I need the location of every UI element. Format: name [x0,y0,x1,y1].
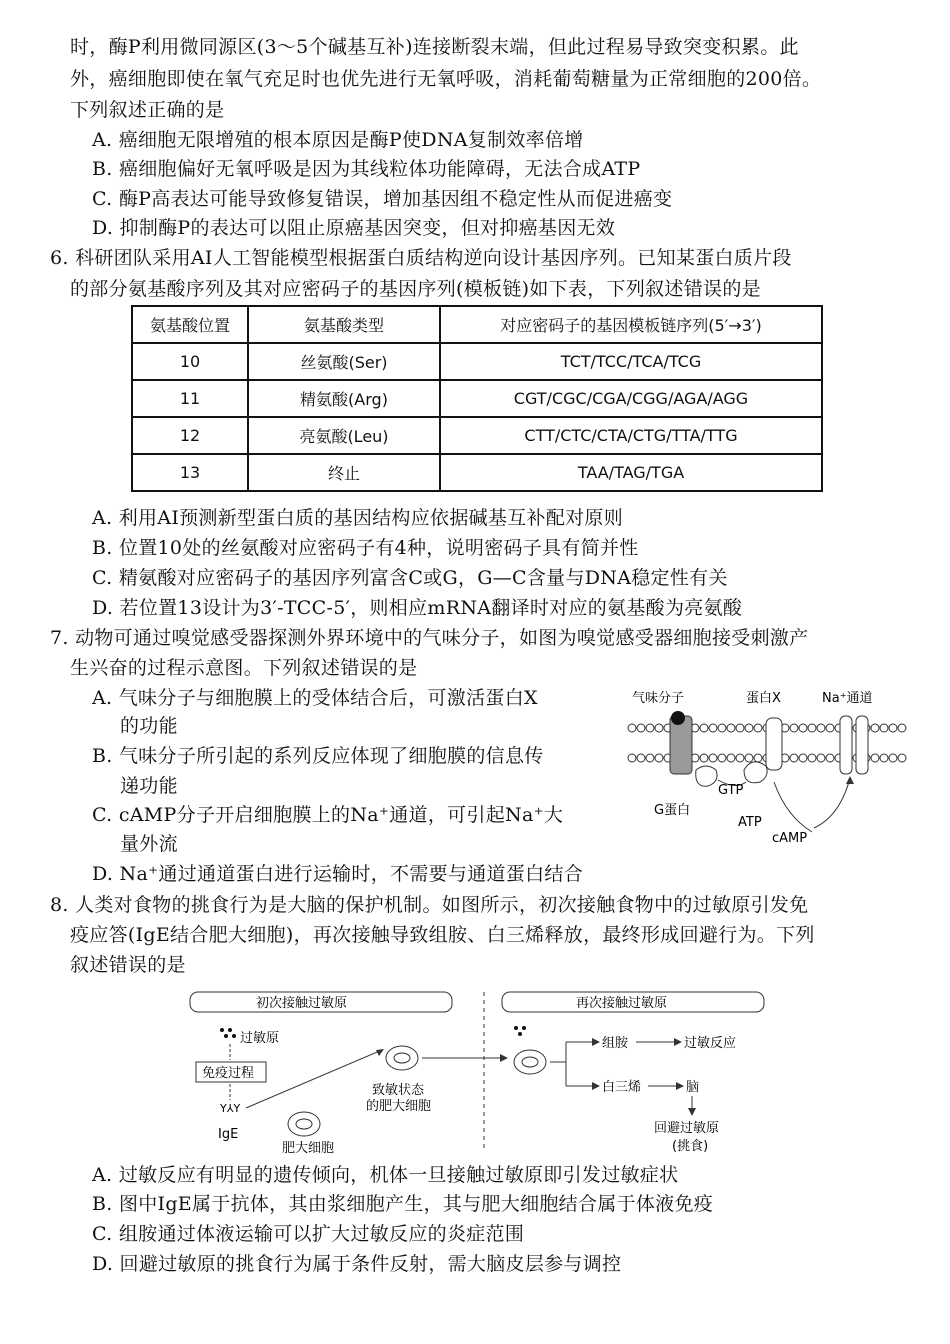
table-cell: CGT/CGC/CGA/CGG/AGA/AGG [440,380,822,417]
phospholipid-head-icon [880,754,888,762]
ige-label: IgE [218,1127,239,1142]
first-contact-label: 初次接触过敏原 [256,996,348,1011]
second-contact-label: 再次接触过敏原 [576,996,668,1011]
phospholipid-head-icon [754,754,762,762]
protein-x-label: 蛋白X [746,691,781,706]
q7-option-a-line2: 的功能 [120,715,178,737]
table-cell: 11 [132,380,248,417]
phospholipid-head-icon [727,754,735,762]
phospholipid-head-icon [817,754,825,762]
table-cell: TCT/TCC/TCA/TCG [440,343,822,380]
table-row [132,343,822,380]
arrowhead-icon [846,776,854,784]
intro-line-1: 时，酶P利用微同源区(3～5个碱基互补)连接断裂末端，但此过程易导致突变积累。此 [70,36,799,58]
allergen-label: 过敏原 [240,1031,280,1046]
protein-x-icon [766,718,782,770]
phospholipid-head-icon [709,724,717,732]
phospholipid-head-icon [745,724,753,732]
atp-label: ATP [738,815,762,830]
q6-option-c: C. 精氨酸对应密码子的基因序列富含C或G，G—C含量与DNA稳定性有关 [92,567,728,589]
phospholipid-head-icon [700,724,708,732]
receptor-icon [670,716,692,774]
g-protein-label: G蛋白 [654,803,691,818]
table-header-row [132,306,822,343]
q6-stem-1: 6. 科研团队采用AI人工智能模型根据蛋白质结构逆向设计基因序列。已知某蛋白质片段 [50,247,792,269]
q7-option-d: D. Na⁺通过通道蛋白进行运输时，不需要与通道蛋白结合 [92,863,584,885]
phospholipid-head-icon [655,724,663,732]
phospholipid-head-icon [727,724,735,732]
gtp-label: GTP [718,783,744,798]
phospholipid-head-icon [808,754,816,762]
table-cell: 10 [132,343,248,380]
leukotriene-label: 白三烯 [602,1080,642,1095]
phospholipid-head-icon [637,724,645,732]
sensitized-label-2: 的肥大细胞 [366,1099,432,1114]
allergy-figure [186,988,776,1158]
phospholipid-head-icon [655,754,663,762]
g-protein-icon [696,766,717,786]
q7-option-a-line1: A. 气味分子与细胞膜上的受体结合后，可激活蛋白X [92,687,538,709]
phospholipid-head-icon [817,724,825,732]
phospholipid-head-icon [736,754,744,762]
q8-stem-1: 8. 人类对食物的挑食行为是大脑的保护机制。如图所示，初次接触食物中的过敏原引发免 [50,894,809,916]
phospholipid-head-icon [628,724,636,732]
arrowhead-icon [500,1054,508,1062]
intro-line-3: 下列叙述正确的是 [70,99,225,121]
phospholipid-head-icon [799,754,807,762]
q6-option-a: A. 利用AI预测新型蛋白质的基因结构应依据碱基互补配对原则 [92,507,624,529]
na-channel-left-icon [840,716,852,774]
olfactory-receptor-figure [626,686,910,846]
phospholipid-head-icon [646,724,654,732]
allergen-dots-icon [220,1028,236,1038]
phospholipid-head-icon [889,754,897,762]
q5-option-d: D. 抑制酶P的表达可以阻止原癌基因突变，但对抑癌基因无效 [92,217,616,239]
phospholipid-head-icon [790,724,798,732]
brain-label: 脑 [686,1080,700,1095]
mast-cell-label: 肥大细胞 [282,1141,335,1156]
q8-option-c: C. 组胺通过体液运输可以扩大过敏反应的炎症范围 [92,1223,525,1245]
table-cell: 亮氨酸(Leu) [248,417,440,454]
intro-line-2: 外，癌细胞即使在氧气充足时也优先进行无氧呼吸，消耗葡萄糖量为正常细胞的200倍。 [70,68,822,90]
q7-option-b-line1: B. 气味分子所引起的系列反应体现了细胞膜的信息传 [92,745,544,767]
q7-stem-1: 7. 动物可通过嗅觉感受器探测外界环境中的气味分子，如图为嗅觉感受器细胞接受刺激产 [50,627,809,649]
table-cell: 精氨酸(Arg) [248,380,440,417]
q8-stem-2: 疫应答(IgE结合肥大细胞)，再次接触导致组胺、白三烯释放，最终形成回避行为。下列 [70,924,815,946]
phospholipid-head-icon [799,724,807,732]
q8-stem-3: 叙述错误的是 [70,954,186,976]
phospholipid-head-icon [871,754,879,762]
phospholipid-head-icon [808,724,816,732]
sensitized-label-1: 致敏状态 [372,1083,425,1098]
phospholipid-head-icon [889,724,897,732]
phospholipid-head-icon [880,724,888,732]
q8-option-b: B. 图中IgE属于抗体，其由浆细胞产生，其与肥大细胞结合属于体液免疫 [92,1193,714,1215]
odorant-label: 气味分子 [632,691,685,706]
table-cell: 13 [132,454,248,491]
protein-x-cytoplasmic-icon [744,762,767,783]
avoid-label-1: 回避过敏原 [654,1121,720,1136]
camp-label: cAMP [772,831,808,846]
phospholipid-head-icon [709,754,717,762]
table-row [132,417,822,454]
codon-table [131,305,823,492]
table-row [132,380,822,417]
table-header: 对应密码子的基因模板链序列(5′→3′) [440,306,822,343]
q7-option-c-line1: C. cAMP分子开启细胞膜上的Na⁺通道，可引起Na⁺大 [92,804,564,826]
allergen-dots-icon [514,1026,526,1036]
table-header: 氨基酸类型 [248,306,440,343]
q8-option-a: A. 过敏反应有明显的遗传倾向，机体一旦接触过敏原即引发过敏症状 [92,1164,679,1186]
phospholipid-head-icon [898,724,906,732]
table-cell: 12 [132,417,248,454]
q7-option-c-line2: 量外流 [120,833,178,855]
ige-y-icon: Y⅄Y [220,1102,241,1115]
q6-option-b: B. 位置10处的丝氨酸对应密码子有4种，说明密码子具有简并性 [92,537,639,559]
q5-option-b: B. 癌细胞偏好无氧呼吸是因为其线粒体功能障碍，无法合成ATP [92,158,641,180]
q5-option-c: C. 酶P高表达可能导致修复错误，增加基因组不稳定性从而促进癌变 [92,188,673,210]
table-header: 氨基酸位置 [132,306,248,343]
q7-stem-2: 生兴奋的过程示意图。下列叙述错误的是 [70,657,418,679]
phospholipid-head-icon [745,754,753,762]
q7-option-b-line2: 递功能 [120,775,178,797]
na-channel-right-icon [856,716,868,774]
table-cell: CTT/CTC/CTA/CTG/TTA/TTG [440,417,822,454]
q8-option-d: D. 回避过敏原的挑食行为属于条件反射，需大脑皮层参与调控 [92,1253,622,1275]
phospholipid-head-icon [700,754,708,762]
phospholipid-head-icon [898,754,906,762]
table-row [132,454,822,491]
phospholipid-head-icon [826,754,834,762]
phospholipid-head-icon [646,754,654,762]
phospholipid-head-icon [718,724,726,732]
q6-option-d: D. 若位置13设计为3′-TCC-5′，则相应mRNA翻译时对应的氨基酸为亮氨酸 [92,597,743,619]
odorant-molecule-icon [671,711,685,725]
histamine-label: 组胺 [602,1036,629,1051]
allergic-reaction-label: 过敏反应 [684,1036,737,1051]
q5-option-a: A. 癌细胞无限增殖的根本原因是酶P使DNA复制效率倍增 [92,129,584,151]
phospholipid-head-icon [736,724,744,732]
table-cell: TAA/TAG/TGA [440,454,822,491]
immune-process-label: 免疫过程 [202,1066,255,1081]
q6-stem-2: 的部分氨基酸序列及其对应密码子的基因序列(模板链)如下表，下列叙述错误的是 [70,278,761,300]
phospholipid-head-icon [790,754,798,762]
phospholipid-head-icon [754,724,762,732]
phospholipid-head-icon [637,754,645,762]
phospholipid-head-icon [718,754,726,762]
table-cell: 丝氨酸(Ser) [248,343,440,380]
arrow-icon [814,778,850,828]
avoid-label-2: (挑食) [672,1139,709,1154]
arrow-icon [774,782,812,832]
table-cell: 终止 [248,454,440,491]
phospholipid-head-icon [826,724,834,732]
na-channel-label: Na⁺通道 [822,691,873,706]
phospholipid-head-icon [871,724,879,732]
phospholipid-head-icon [628,754,636,762]
